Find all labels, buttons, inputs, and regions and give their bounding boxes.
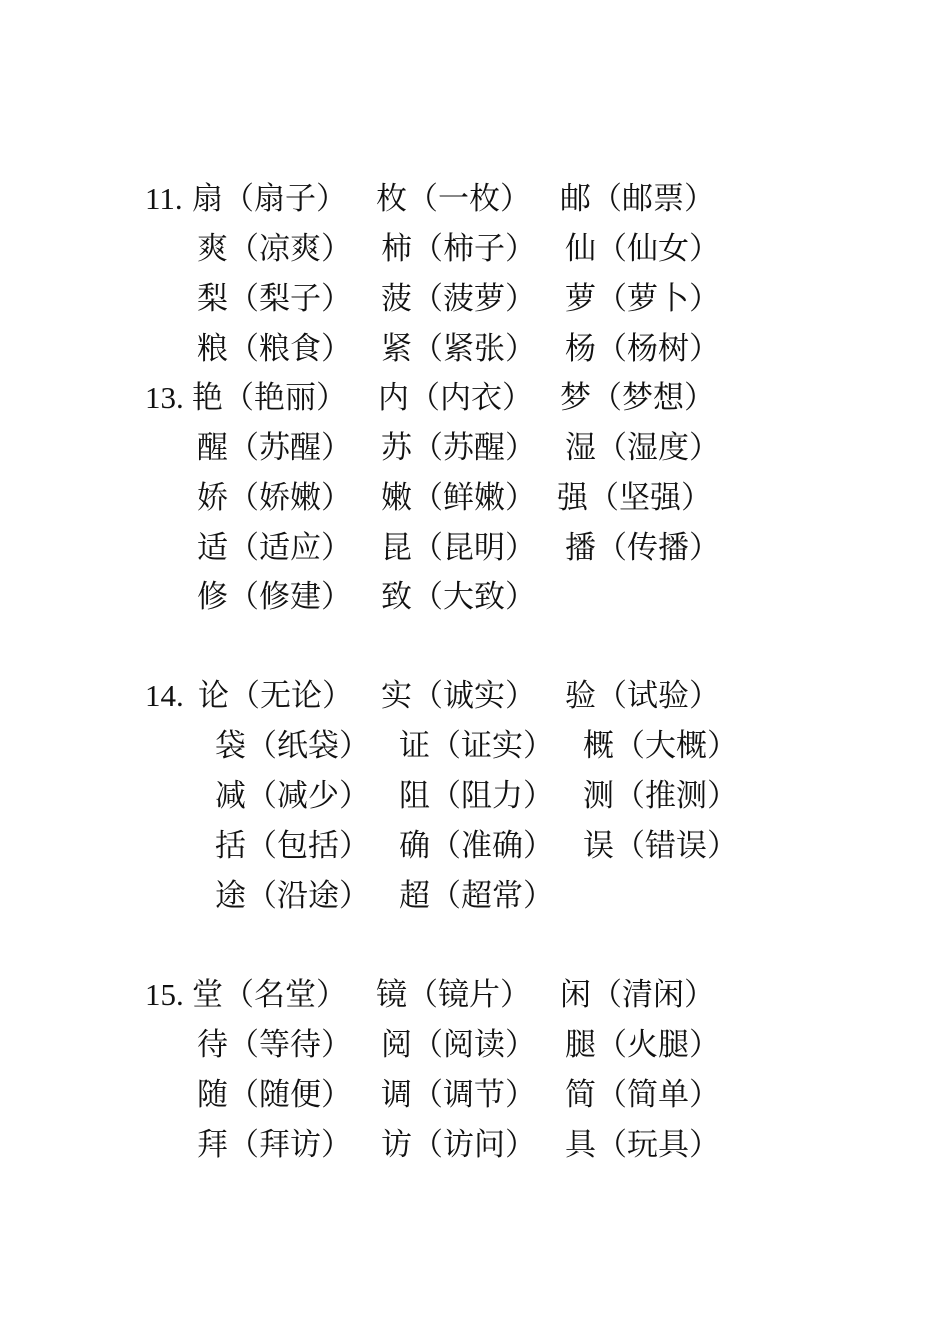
vocab-entry: 内（内衣） — [378, 380, 533, 416]
vocab-entry: 超（超常） — [399, 878, 554, 914]
vocab-entry: 仙（仙女） — [565, 231, 720, 267]
vocab-entry: 论（无论） — [198, 678, 353, 714]
vocab-entry: 括（包括） — [215, 828, 370, 864]
vocab-entry: 醒（苏醒） — [197, 430, 352, 466]
vocab-entry: 娇（娇嫩） — [197, 480, 352, 516]
vocab-entry: 强（坚强） — [557, 480, 712, 516]
vocab-entry: 证（证实） — [399, 728, 554, 764]
vocab-entry: 柿（柿子） — [381, 231, 536, 267]
vocab-entry: 爽（凉爽） — [197, 231, 352, 267]
vocab-entry: 减（减少） — [215, 778, 370, 814]
vocab-entry: 杨（杨树） — [565, 331, 720, 367]
vocab-entry: 实（诚实） — [381, 678, 536, 714]
vocab-entry: 阅（阅读） — [381, 1027, 536, 1063]
section-number: 13. — [145, 380, 184, 415]
vocab-entry: 腿（火腿） — [565, 1027, 720, 1063]
vocab-entry: 确（准确） — [399, 828, 554, 864]
vocab-entry: 访（访问） — [381, 1127, 536, 1163]
vocab-entry: 紧（紧张） — [381, 331, 536, 367]
vocab-entry: 阻（阻力） — [399, 778, 554, 814]
vocab-entry: 嫩（鲜嫩） — [381, 480, 536, 516]
vocab-entry: 验（试验） — [565, 678, 720, 714]
vocab-entry: 调（调节） — [381, 1077, 536, 1113]
vocab-entry: 粮（粮食） — [197, 331, 352, 367]
vocab-entry: 苏（苏醒） — [381, 430, 536, 466]
vocab-entry: 梦（梦想） — [560, 380, 715, 416]
vocab-entry: 具（玩具） — [565, 1127, 720, 1163]
vocab-entry: 拜（拜访） — [197, 1127, 352, 1163]
vocab-entry: 萝（萝卜） — [565, 281, 720, 317]
vocab-entry: 艳（艳丽） — [192, 380, 347, 416]
vocab-entry: 闲（清闲） — [560, 977, 715, 1013]
vocab-entry: 邮（邮票） — [560, 181, 715, 217]
vocab-entry: 适（适应） — [197, 530, 352, 566]
vocab-entry: 袋（纸袋） — [215, 728, 370, 764]
vocab-entry: 湿（湿度） — [565, 430, 720, 466]
vocab-entry: 随（随便） — [197, 1077, 352, 1113]
vocab-entry: 菠（菠萝） — [381, 281, 536, 317]
vocab-entry: 扇（扇子） — [192, 181, 347, 217]
vocab-entry: 致（大致） — [381, 579, 536, 615]
vocab-entry: 待（等待） — [197, 1027, 352, 1063]
vocab-entry: 误（错误） — [583, 828, 738, 864]
section-number: 14. — [145, 678, 184, 713]
vocab-entry: 测（推测） — [583, 778, 738, 814]
vocab-entry: 途（沿途） — [215, 878, 370, 914]
vocab-entry: 昆（昆明） — [381, 530, 536, 566]
vocab-entry: 播（传播） — [565, 530, 720, 566]
section-number: 11. — [145, 181, 183, 216]
vocab-entry: 简（简单） — [565, 1077, 720, 1113]
vocab-entry: 镜（镜片） — [376, 977, 531, 1013]
vocab-entry: 概（大概） — [583, 728, 738, 764]
vocab-entry: 堂（名堂） — [192, 977, 347, 1013]
vocab-entry: 枚（一枚） — [376, 181, 531, 217]
vocab-entry: 修（修建） — [197, 579, 352, 615]
section-number: 15. — [145, 977, 184, 1012]
vocab-entry: 梨（梨子） — [197, 281, 352, 317]
